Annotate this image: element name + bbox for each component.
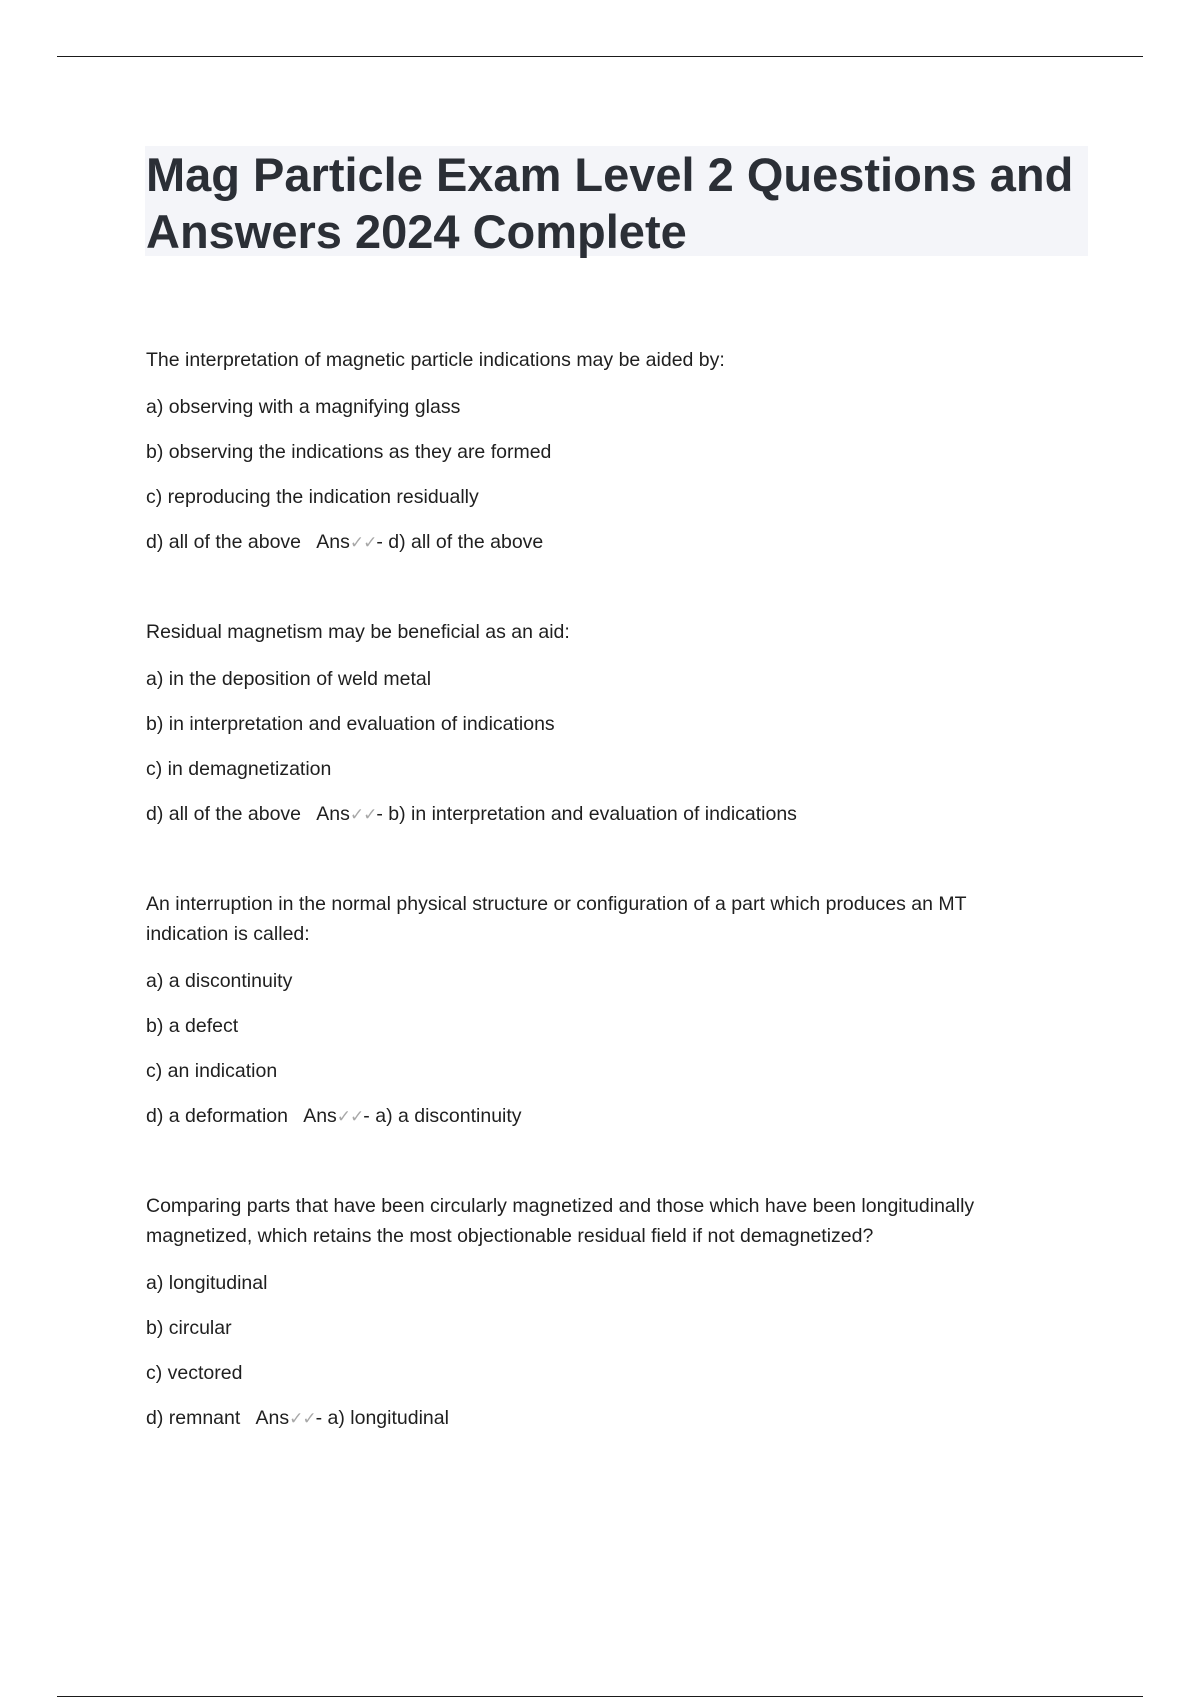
option-b: b) a defect — [146, 1015, 239, 1037]
option-d-with-answer — [146, 527, 1046, 558]
answer-separator: - — [363, 1105, 376, 1127]
answer-separator: - — [376, 531, 389, 553]
question-text: Residual magnetism may be beneficial as an aid: — [146, 621, 570, 643]
answer-label: Ans — [316, 803, 350, 825]
double-check-icon: ✓✓ — [336, 1107, 364, 1126]
bottom-rule — [57, 1696, 1143, 1697]
question-text: Comparing parts that have been circularly magnetized and those which have been longitudinally magnetized, which retains the most objectionable residual field if not demagnetized? — [146, 1195, 975, 1247]
question-text: An interruption in the normal physical structure or configuration of a part which produces an MT indication is called: — [146, 893, 967, 945]
option-b: b) in interpretation and evaluation of indications — [146, 713, 555, 735]
answer-label: Ans — [255, 1407, 290, 1429]
answer-separator: - — [376, 803, 389, 825]
top-rule — [57, 56, 1143, 57]
answer-text: a) longitudinal — [327, 1407, 449, 1429]
option-d: d) all of the above — [146, 531, 302, 553]
option-d-with-answer — [146, 1101, 1046, 1132]
document-title: Mag Particle Exam Level 2 Questions and Answers 2024 Complete — [146, 148, 1074, 258]
option-c: c) an indication — [146, 1060, 278, 1082]
answer-label: Ans — [316, 531, 350, 553]
answer-text: a) a discontinuity — [375, 1105, 522, 1127]
answer-text: d) all of the above — [388, 531, 544, 553]
option-c: c) in demagnetization — [146, 758, 332, 780]
option-a: a) observing with a magnifying glass — [146, 396, 461, 418]
option-b: b) observing the indications as they are formed — [146, 441, 552, 463]
answer-label: Ans — [303, 1105, 337, 1127]
option-c: c) vectored — [146, 1362, 243, 1384]
question-block-3 — [146, 889, 1046, 1132]
answer-text: b) in interpretation and evaluation of indications — [388, 803, 797, 825]
option-d: d) a deformation — [146, 1105, 288, 1127]
option-d-with-answer — [146, 799, 1046, 830]
question-text: The interpretation of magnetic particle indications may be aided by: — [146, 349, 725, 371]
option-b: b) circular — [146, 1317, 232, 1339]
double-check-icon: ✓✓ — [349, 533, 377, 552]
answer-separator: - — [315, 1407, 328, 1429]
question-block-4 — [146, 1191, 1046, 1434]
option-a: a) longitudinal — [146, 1272, 268, 1294]
option-a: a) a discontinuity — [146, 970, 293, 992]
question-block-2 — [146, 617, 1046, 830]
double-check-icon: ✓✓ — [349, 805, 377, 824]
option-c: c) reproducing the indication residually — [146, 486, 479, 508]
double-check-icon: ✓✓ — [289, 1409, 316, 1428]
option-a: a) in the deposition of weld metal — [146, 668, 432, 690]
option-d-with-answer — [146, 1403, 1046, 1434]
option-d: d) remnant — [146, 1407, 241, 1429]
question-block-1 — [146, 345, 1046, 558]
option-d: d) all of the above — [146, 803, 302, 825]
